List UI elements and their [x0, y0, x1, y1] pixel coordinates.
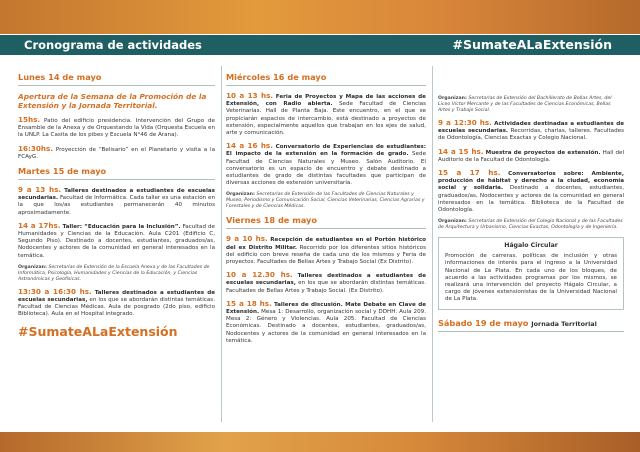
event-title: Talleres destinados a estudiantes de escuelas secundarias.: [18, 188, 215, 202]
organizers-note: [438, 219, 624, 231]
box-title: Hágalo Circular: [504, 242, 558, 250]
event-text: Sede Facultad de Ciencias Veterinarias. Hall de Planta Baja. Este encuentro, en el que se propiciarán espacios de intercambio, está destinado a proyectos de extensión, especialmente aquellos que trabajan en los ejes de salud, arte y comunicación.: [226, 101, 426, 137]
organizers-text: Secretarías de Extensión del Colegio Nacional y de las Facultades de Arquitectura y Urbanismo, Ciencias Exactas, Odontología y de Ingeniería.: [438, 219, 623, 231]
event-time: 14 a 15 hs.: [438, 146, 484, 156]
event-text: en los que se abordarán distintas temáticas. Facultad de Ciencias Médicas. Aula de posgrado (2do piso, edificio Biblioteca). Aula en el Hospital integrado.: [18, 297, 215, 318]
day-heading-wednesday: Miércoles 16 de mayo: [226, 72, 426, 86]
organizers-text: Secretarías de Extensión de las Facultades de Ciencias Naturales y Museo, Periodismo y Comunicación Social, Ciencias Veterinarias, Ciencias Agrarias y Forestales y de Ciencias Médicas.: [226, 192, 425, 210]
organizers-label: Organizan:: [18, 264, 47, 270]
saturday-date: Sábado 19 de mayo: [438, 317, 529, 328]
event-text: Facultad de Informática. Cada taller es una estación en la que los/as estudiantes permanecerán 40 minutos aproximadamente.: [18, 195, 215, 216]
hashtag-header: #SumateALaExtensión: [452, 37, 612, 52]
event-time: 15 a 17 hs.: [438, 168, 501, 178]
bottom-photo-band: [0, 432, 640, 452]
event-time: 15 a 18 hs.: [226, 298, 272, 308]
event-title: Talleres de discusión. Mate Debate en Clave de Extensión.: [226, 301, 426, 316]
event-text: Proyección de “Belisario” en el Planetario y visita a la FCAyG.: [18, 146, 215, 160]
column-1: [18, 62, 215, 426]
organizers-text: Secretarías de Extensión del Bachillerato de Bellas Artes, del Liceo Víctor Mercante y de las Facultades de Ciencias Económicas, Bellas Artes y Trabajo Social.: [438, 96, 612, 113]
event-friday-2: [226, 271, 426, 295]
organizers-note: [18, 265, 215, 283]
day-heading-monday: Lunes 14 de mayo: [18, 72, 215, 86]
event-title: Taller: “Educación para la Inclusión”.: [62, 223, 181, 230]
event-time: 14 a 17hs.: [18, 220, 61, 230]
event-time: 9 a 12:30 hs.: [438, 118, 492, 127]
day-heading-saturday: [438, 318, 624, 332]
event-time: 9 a 13 hs.: [18, 185, 62, 195]
column-3: [438, 62, 624, 426]
column-divider: [432, 66, 433, 422]
hagalo-circular-box: [438, 237, 624, 309]
saturday-event: Jornada Territorial: [531, 319, 597, 328]
event-text: Hall del Auditorio de la Facultad de Odontología.: [438, 149, 624, 163]
event-friday-4: [438, 119, 624, 143]
event-text: Destinado a docentes, estudiantes, graduados/as, Nodocentes y actores de la comunidad en general interesados en la temática. Biblioteca de la Facultad de Odontología.: [438, 185, 624, 214]
event-tuesday-3: [18, 288, 215, 319]
organizers-note: [438, 96, 624, 114]
event-title: Talleres destinados a estudiantes de escuelas secundarias,: [226, 273, 426, 287]
event-tuesday-2: [18, 222, 215, 260]
organizers-label: Organizan:: [438, 96, 467, 101]
opening-title: Apertura de la Semana de la Promoción de la Extensión y la Jornada Territorial.: [18, 92, 207, 110]
event-monday-2: [18, 145, 215, 161]
event-text: Mesa 1: Desarrollo, organización social y DDHH. Aula 209. Mesa 2: Género y Violencias. Aula 205. Facultad de Ciencias Económicas. Destinado a docentes, estudiantes, graduados/as, Nodocentes y actores de la comunidad en general interesados en la temática.: [226, 309, 426, 344]
event-time: 9 a 10 hs.: [226, 234, 268, 244]
event-text: Facultad de Humanidades y Ciencias de la Educación. Aula C201 (Edificio C, Segundo Piso). Destinado a docentes, estudiantes, graduados/as, Nodocentes y actores de la comunidad en general interesados en la temática.: [18, 223, 215, 259]
event-title: Conversatorio de Experiencias de estudiantes: El impacto de la extensión en la formación de grado.: [226, 144, 426, 158]
event-time: 15hs.: [18, 115, 41, 124]
event-friday-6: [438, 169, 624, 214]
column-2: [226, 62, 426, 426]
event-tuesday-1: [18, 186, 215, 217]
event-text: Recorrido por los diferentes sitios históricos del edificio con breve reseña de cada uno de los mismos y Feria de proyectos. Facultades de Bellas Artes y Trabajo Social (Ex Distrito).: [226, 244, 426, 266]
organizers-text: Secretarías de Extensión de la Escuela Anexa y de las Facultades de Informática, Psicología, Humanidades y Ciencias de la Educación, y Ciencias Astronómicas y Geofísicas.: [18, 264, 210, 282]
event-time: 13:30 a 16:30 hs.: [18, 286, 92, 296]
event-friday-1: [226, 235, 426, 266]
top-photo-band: [0, 0, 640, 34]
event-wednesday-1: [226, 92, 426, 137]
page-title: Cronograma de actividades: [24, 38, 202, 52]
organizers-label: Organizan:: [226, 192, 255, 198]
event-title: Muestra de proyectos de extensión.: [485, 149, 601, 156]
event-title: Actividades destinadas a estudiantes de escuelas secundarias.: [438, 121, 624, 135]
hashtag-footer: #SumateALaExtensión: [18, 323, 178, 339]
event-title: Recepción de estudiantes en el Portón histórico del ex Distrito Militar.: [226, 237, 426, 251]
event-time: 14 a 16 hs.: [226, 141, 273, 151]
event-time: 10 a 12.30 hs.: [226, 270, 293, 280]
day-heading-friday: Viernes 18 de mayo: [226, 215, 426, 229]
event-title: Talleres destinados a estudiantes de escuelas secundarias,: [18, 289, 215, 304]
organizers-label: Organizan:: [438, 219, 467, 225]
day-heading-tuesday: Martes 15 de mayo: [18, 166, 215, 180]
event-friday-5: [438, 148, 624, 164]
event-text: en los que se abordarán distintas temáticas. Facultades de Bellas Artes y Trabajo Social. (Ex Distrito).: [226, 280, 426, 294]
event-friday-3: [226, 300, 426, 345]
organizers-note: [226, 192, 426, 210]
event-time: 10 a 13 hs.: [226, 91, 274, 100]
event-text: Recorridas, charlas, talleres. Facultades de Odontología, Ciencias Exactas y Colegio Nacional.: [438, 128, 624, 142]
event-text: Patio del edificio presidencia. Intervención del Grupo de Ensamble de la Anexa y de Orquestando la Vida (Orquesta Escuela en la UNLP. La Casita de los pibes y Escuela N°46 de Arana).: [18, 118, 215, 139]
column-divider: [221, 66, 222, 422]
event-text: Sede Facultad de Ciencias Naturales y Museo. Salón Auditorio. El conversatorio es un espacio de encuentro y debate destinado a estudiantes de grado de distintas facultades que participan de diversas acciones de extensión universitaria.: [226, 151, 426, 187]
event-monday-1: [18, 116, 215, 140]
event-time: 16:30hs.: [18, 143, 54, 153]
event-wednesday-2: [226, 142, 426, 187]
box-text: Promoción de carreras, políticas de inclusión y otras informaciones de interés para el ingreso a la Universidad Nacional de La Plata. En cada uno de los bloques, de acuerdo a las actividades programas por los mismos, se realizará una intervención del proyecto Hágalo Circular, a cargo de jóvenes extensionistas de la Universidad Nacional de La Plata.: [445, 253, 617, 303]
event-title: Feria de Proyectos y Mapa de las acciones de Extensión, con Radio abierta.: [226, 94, 426, 108]
event-title: Conversatorios sobre: Ambiente, producción de hábitat y derecho a la ciudad, economía social y solidaria.: [438, 171, 624, 192]
